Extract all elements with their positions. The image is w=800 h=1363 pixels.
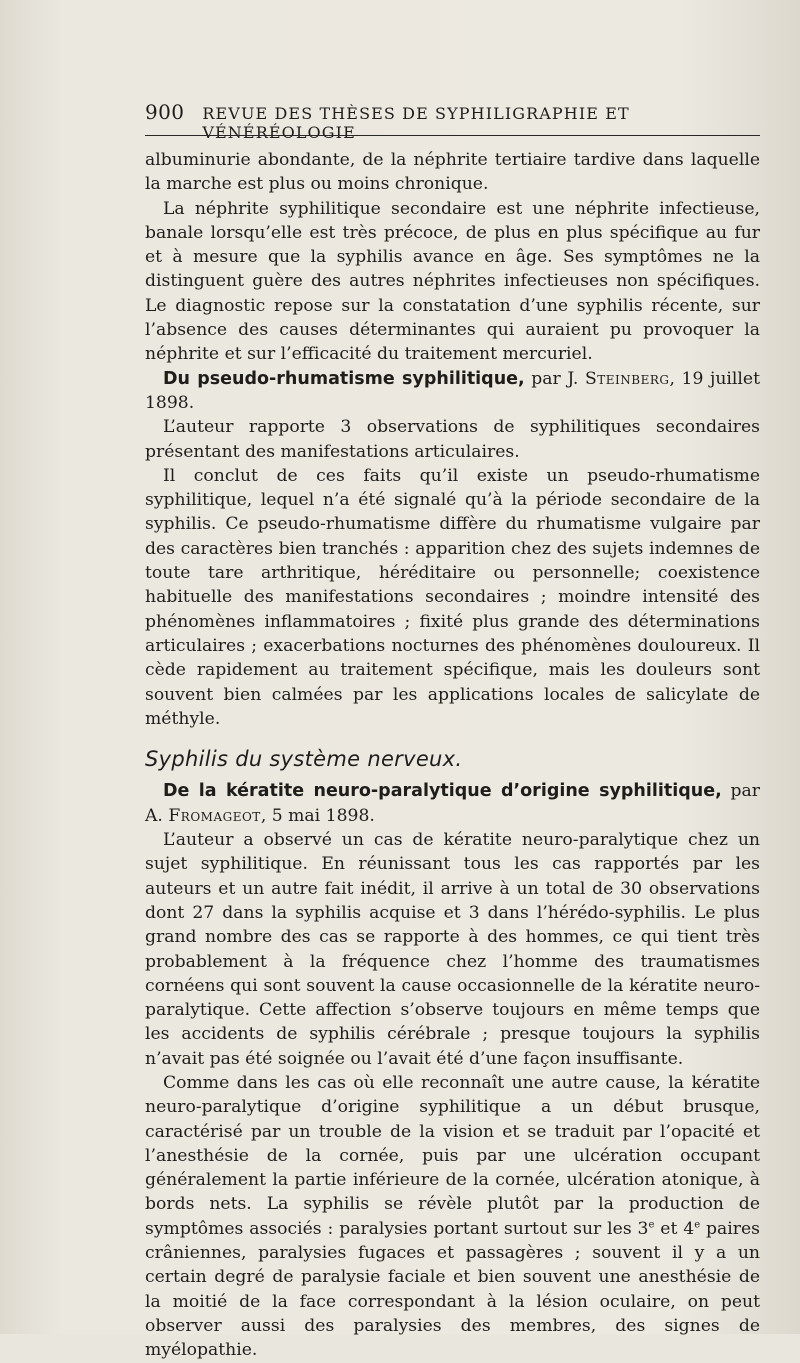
article-author: Fromageot (168, 805, 261, 826)
text-fragment: et 4 (654, 1218, 695, 1239)
paragraph-conclusion: Il conclut de ces faits qu’il existe un pseudo-rhumatisme syphilitique, lequel n’a été signalé qu’à la période secondaire de la syphilis. Ce pseudo-rhumatisme diffère du rhumatisme vulgaire par des caractères bien tranchés : apparition chez des sujets indemnes de toute tare arthritique, héréditaire ou personnelle; coexistence habituelle des manifestations secondaires ; moindre intensité des phénomènes inflammatoires ; fixité plus grande des déterminations articulaires ; exacerbations nocturnes des phénomènes douloureux. Il cède rapidement au traitement spécifique, mais les douleurs sont souvent bien calmées par les applications locales de salicylate de méthyle. (145, 465, 760, 729)
article-title: De la kératite neuro-paralytique d’origine syphilitique, (163, 781, 722, 802)
paragraph-keratite-case: L’auteur a observé un cas de kératite neuro-paralytique chez un sujet syphilitique. En réunissant tous les cas rapportés par les auteurs et un autre fait inédit, il arrive à un total de 30 observations dont 27 dans la syphilis acquise et 3 dans l’hérédo-syphilis. Le plus grand nombre des cas se rapporte à des hommes, ce qui tient très probablement à la fréquence chez l’homme des traumatismes cornéens qui sont souvent la cause occasionnelle de la kératite neuro-paralytique. Cette affection s’observe toujours en même temps que les accidents de syphilis cérébrale ; presque toujours la syphilis n’avait pas été soignée ou l’avait été d’une façon insuffisante. (145, 830, 760, 1069)
page-body (145, 148, 760, 1363)
article-heading-pseudo-rhumatisme (145, 367, 760, 416)
paragraph-observations: L’auteur rapporte 3 observations de syphilitiques secondaires présentant des manifestations articulaires. (145, 417, 760, 462)
paragraph-keratite-symptoms (145, 1071, 760, 1363)
ordinal-superscript: e (694, 1219, 701, 1231)
page-number: 900 (145, 100, 185, 124)
article-author: Steinberg (585, 368, 670, 389)
paragraph-continuation: albuminurie abondante, de la néphrite tertiaire tardive dans laquelle la marche est plus ou moins chronique. (145, 150, 760, 195)
header-rule (145, 135, 760, 136)
text-fragment: paires crâniennes, paralysies fugaces et passagères ; souvent il y a un certain degré de paralysie faciale et bien souvent une anesthésie de la moitié de la face correspondant à la lésion oculaire, on peut observer aussi des paralysies des membres, des signes de myélopathie. (145, 1218, 760, 1361)
paragraph-nephrite: La néphrite syphilitique secondaire est une néphrite infectieuse, banale lorsqu’elle est très précoce, de plus en plus spécifique au fur et à mesure que la syphilis avance en âge. Ses symptômes ne la distinguent guère des autres néphrites infectieuses non spécifiques. Le diagnostic repose sur la constatation d’une syphilis récente, sur l’absence des causes déterminantes qui auraient pu provoquer la néphrite et sur l’efficacité du traitement mercuriel. (145, 198, 760, 365)
article-title: Du pseudo-rhumatisme syphilitique, (163, 368, 525, 389)
article-date: , 19 juillet 1898. (145, 368, 760, 413)
article-date: , 5 mai 1898. (260, 805, 375, 826)
article-heading-keratite (145, 779, 760, 828)
text-fragment: Comme dans les cas où elle reconnaît une autre cause, la kératite neuro-paralytique d’origine syphilitique a un début brusque, caractérisé par un trouble de la vision et se traduit par l’opacité et l’anesthésie de la cornée, puis par une ulcération occupant généralement la partie inférieure de la cornée, ulcération atonique, à bords nets. La syphilis se révèle plutôt par la production de symptômes associés : paralysies portant surtout sur les 3 (145, 1072, 760, 1239)
article-by: par J. (531, 368, 579, 389)
running-title: REVUE DES THÈSES DE SYPHILIGRAPHIE ET VÉNÉRÉOLOGIE (202, 104, 630, 142)
section-heading: Syphilis du système nerveux. (145, 747, 463, 772)
ordinal-superscript: e (648, 1219, 655, 1231)
article-by: par A. (145, 781, 760, 826)
